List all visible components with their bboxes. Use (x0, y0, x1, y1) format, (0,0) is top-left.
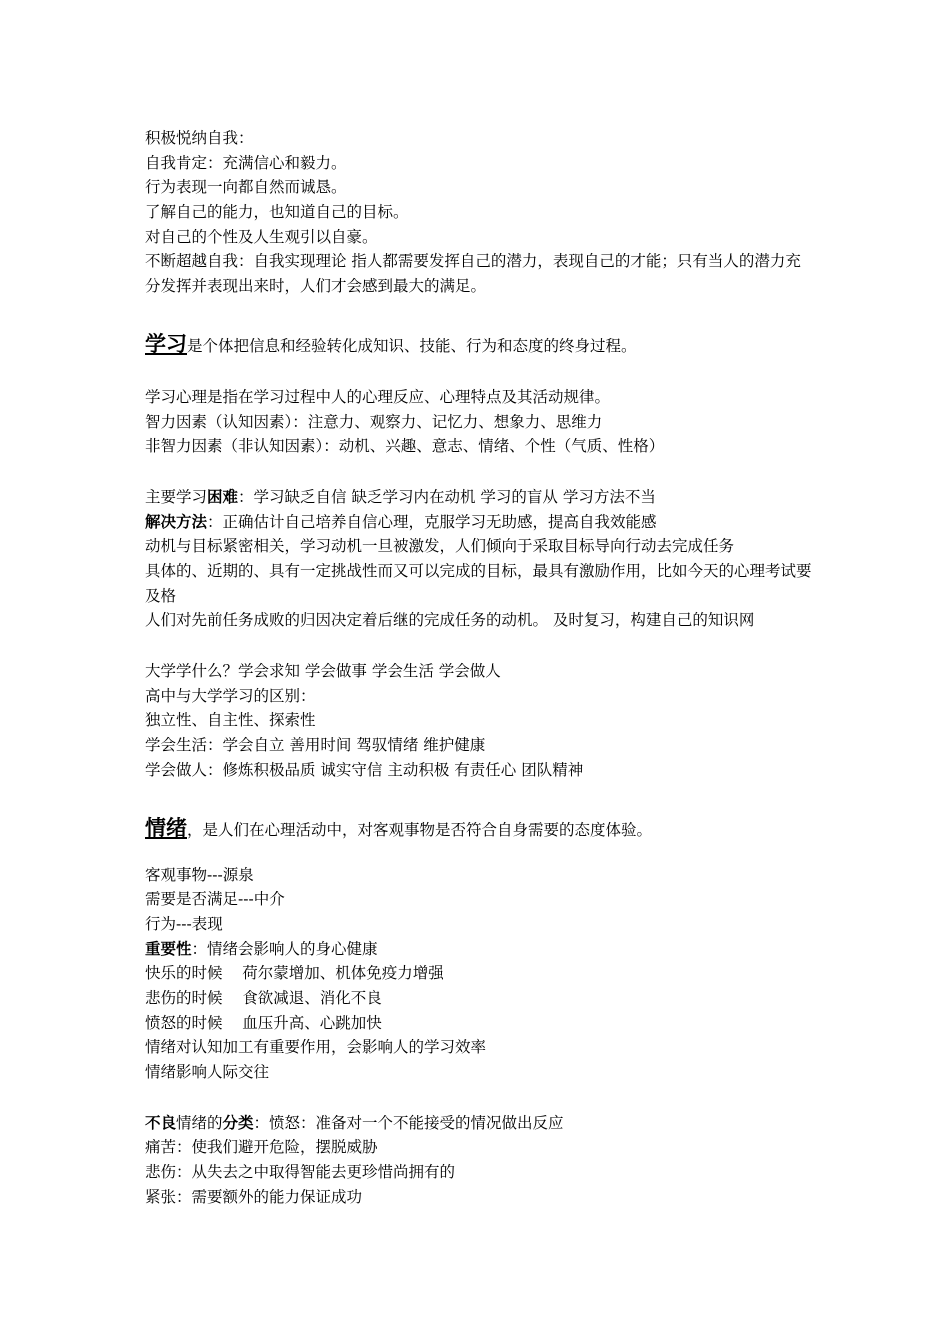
text-span: 情绪的 (176, 1113, 223, 1132)
text-line: 学会做人：修炼积极品质 诚实守信 主动积极 有责任心 团队精神 (145, 760, 584, 779)
text-line: 对自己的个性及人生观引以自豪。 (145, 227, 378, 246)
emotion-heading (145, 813, 815, 843)
text-line: 独立性、自主性、探索性 (145, 711, 316, 730)
bold-term: 不良 (145, 1112, 177, 1132)
difficulty-line (145, 485, 815, 510)
text-line: 非智力因素（非认知因素）：动机、兴趣、意志、情绪、个性（气质、性格） (145, 437, 665, 456)
text-line: 智力因素（认知因素）：注意力、观察力、记忆力、想象力、思维力 (145, 412, 603, 431)
text-span: ：正确估计自己培养自信心理，克服学习无助感，提高自我效能感 (207, 512, 657, 531)
text-line: 紧张：需要额外的能力保证成功 (145, 1187, 363, 1206)
emotion-term: 情绪 (145, 814, 187, 840)
emotion-definition: ，是人们在心理活动中，对客观事物是否符合自身需要的态度体验。 (187, 820, 653, 839)
text-line: 需要是否满足---中介 (145, 890, 285, 909)
text-line: 行为表现一向都自然而诚恳。 (145, 178, 347, 197)
spacer (145, 459, 815, 485)
text-span: 主要学习 (145, 487, 208, 506)
text-line: 人们对先前任务成败的归因决定着后继的完成任务的动机。 及时复习，构建自己的知识网 (145, 611, 755, 630)
bold-term: 分类 (222, 1112, 254, 1132)
spacer (145, 843, 815, 863)
learning-term: 学习 (145, 330, 187, 356)
spacer (145, 1085, 815, 1111)
bold-term: 困难 (207, 486, 239, 506)
text-line: 客观事物---源泉 (145, 865, 254, 884)
text-line: 情绪影响人际交往 (145, 1063, 270, 1081)
text-span: ：情绪会影响人的身心健康 (191, 939, 378, 958)
text-line: 情绪对认知加工有重要作用，会影响人的学习效率 (145, 1038, 487, 1057)
learning-definition: 是个体把信息和经验转化成知识、技能、行为和态度的终身过程。 (187, 336, 637, 355)
document-page (145, 126, 815, 1209)
text-line: 悲伤的时候 食欲减退、消化不良 (145, 988, 382, 1007)
spacer (145, 783, 815, 813)
text-span: ：学习缺乏自信 缺乏学习内在动机 学习的盲从 学习方法不当 (238, 487, 656, 506)
text-paragraph: 不断超越自我：自我实现理论 指人都需要发挥自己的潜力，表现自己的才能；只有当人的潜力充分发挥并表现出来时，人们才会感到最大的满足。 (145, 252, 801, 296)
text-line: 行为---表现 (145, 914, 223, 933)
text-line: 积极悦纳自我： (145, 129, 254, 147)
text-line: 大学学什么？学会求知 学会做事 学会生活 学会做人 (145, 662, 501, 681)
text-line: 动机与目标紧密相关，学习动机一旦被激发，人们倾向于采取目标导向行动去完成任务 (145, 537, 735, 556)
text-line: 痛苦：使我们避开危险，摆脱威胁 (145, 1138, 378, 1157)
learning-heading (145, 329, 815, 359)
text-line: 悲伤：从失去之中取得智能去更珍惜尚拥有的 (145, 1163, 456, 1182)
importance-line (145, 937, 815, 962)
text-line: 了解自己的能力，也知道自己的目标。 (145, 203, 409, 222)
classification-line (145, 1111, 815, 1136)
bold-term: 重要性 (145, 938, 192, 958)
text-line: 学会生活：学会自立 善用时间 驾驭情绪 维护健康 (145, 736, 486, 755)
text-line: 高中与大学学习的区别： (145, 686, 316, 705)
spacer (145, 633, 815, 659)
text-paragraph: 具体的、近期的、具有一定挑战性而又可以完成的目标，最具有激励作用，比如今天的心理考试要及格 (145, 561, 812, 605)
text-line: 快乐的时候 荷尔蒙增加、机体免疫力增强 (145, 964, 444, 983)
bold-term: 解决方法 (145, 511, 208, 531)
solution-line (145, 510, 815, 535)
text-line: 学习心理是指在学习过程中人的心理反应、心理特点及其活动规律。 (145, 387, 611, 406)
spacer (145, 359, 815, 385)
text-line: 自我肯定：充满信心和毅力。 (145, 153, 347, 172)
text-span: ：愤怒：准备对一个不能接受的情况做出反应 (253, 1113, 564, 1132)
text-line: 愤怒的时候 血压升高、心跳加快 (145, 1013, 382, 1032)
spacer (145, 299, 815, 329)
